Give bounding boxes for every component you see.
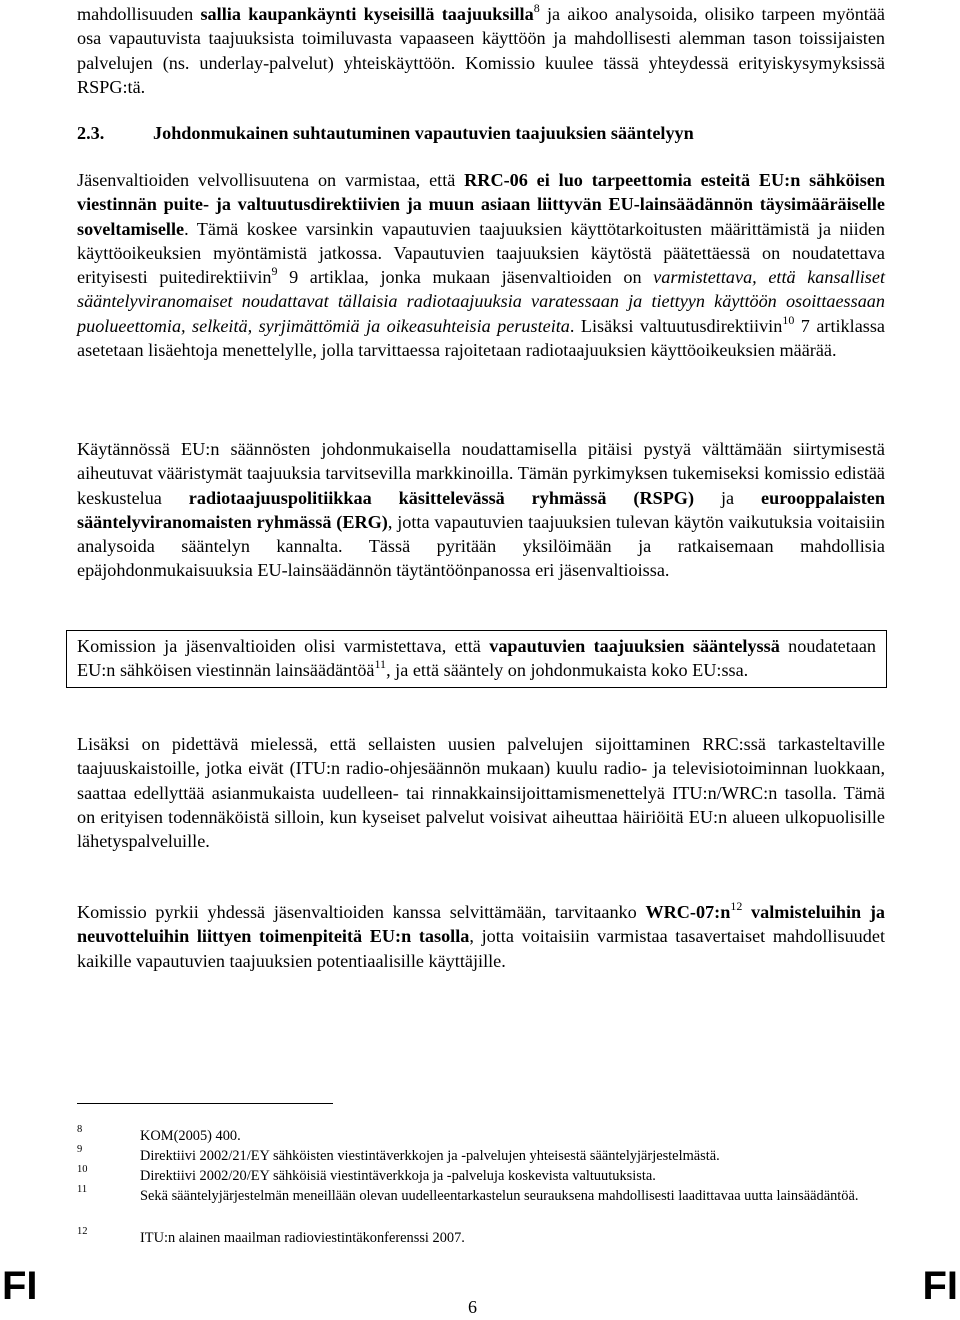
footnote-number: 10 (77, 1164, 88, 1175)
section-number: 2.3. (77, 123, 105, 143)
text-run: 9 artiklaa, jonka mukaan jäsenvaltioiden on (277, 267, 654, 288)
bold-text: radiotaajuuspolitiikkaa käsittelevässä ryhmässä (RSPG) (188, 487, 695, 508)
footnote-9 (77, 1146, 885, 1166)
footnote-separator (77, 1103, 333, 1104)
footnote-8 (77, 1126, 885, 1146)
text-run: , jotta vapautuvien taajuuksien tulevan käytön vaikutuksia voitaisiin analysoida sääntelyn kannalta. Tässä pyritään yksilöimään ja ratkaisemaan mahdollisia epäjohdonmukaisuuksia EU-lainsäädännön täytäntöönpanossa eri jäsenvaltioissa. (77, 511, 886, 581)
text-run: , jotta voitaisiin varmistaa tasavertaiset mahdollisuudet kaikille vapautuvien taajuuksien potentiaalisille käyttäjille. (77, 926, 885, 971)
footnote-11 (77, 1186, 885, 1206)
footnote-number: 8 (77, 1124, 83, 1135)
footnote-text: KOM(2005) 400. (140, 1128, 241, 1144)
bold-text: valmisteluihin ja neuvotteluihin liittyen toimenpiteitä EU:n tasolla (77, 902, 885, 947)
language-code-right: FI (922, 1264, 958, 1308)
quoted-text: varmistettava, että kansalliset sääntelyviranomaiset noudattavat tällaisia radiotaajuuksia varatessaan ja tiettyyn käyttöön osoittaessaan puolueettomia, selkeitä, syrjimättömiä ja oikeasuhteisia perusteita (77, 267, 886, 336)
footnote-number: 12 (77, 1226, 88, 1237)
footnote-text: Direktiivi 2002/20/EY sähköisiä viestintäverkkoja ja -palveluja koskevista valtuutuksista. (140, 1168, 656, 1184)
bold-text: vapautuvien taajuuksien sääntelyssä (489, 636, 780, 656)
text-run: noudatetaan EU:n sähköisen viestinnän lainsäädäntöä (77, 636, 877, 681)
footnote-text: Direktiivi 2002/21/EY sähköisten viestintäverkkojen ja -palvelujen yhteisestä sääntelyjärjestelmästä. (140, 1148, 720, 1164)
text-run: , ja että sääntely on johdonmukaista koko EU:ssa. (386, 660, 749, 681)
language-code-left: FI (2, 1264, 38, 1308)
footnote-ref-10[interactable]: 10 (782, 312, 795, 327)
text-run: Komissio pyrkii yhdessä jäsenvaltioiden kanssa selvittämään, tarvitaanko (77, 902, 646, 922)
bold-text: RRC-06 ei luo tarpeettomia esteitä EU:n sähköisen viestinnän puite- ja valtuutusdirektiivien ja muun asiaan liittyvän EU-lainsäädännön täysimääräiselle soveltamiselle (77, 170, 885, 239)
footnote-12 (77, 1228, 885, 1248)
footnote-number: 11 (77, 1184, 88, 1195)
text-run: Jäsenvaltioiden velvollisuutena on varmistaa, että (77, 170, 465, 190)
footnote-ref-8[interactable]: 8 (533, 0, 540, 15)
text-run: mahdollisuuden (77, 4, 201, 24)
text-run: . Tämä koskee varsinkin vapautuvien taajuuksien käyttötarkoitusten määrittämistä ja niiden käyttöoikeuksien myöntämistä jatkossa. Vapautuvien taajuuksien käytöstä päätettäessä on noudatettava erityisesti puitedirektiivin (77, 218, 885, 288)
bold-text: eurooppalaisten sääntelyviranomaisten ryhmässä (ERG) (77, 487, 885, 532)
highlight-box (66, 630, 887, 688)
text-run: ja aikoo analysoida, olisiko tarpeen myöntää osa vapautuvista taajuuksista toimiluvasta vapaaseen käyttöön ja mahdollisesti alemman tason toissijaisten palvelujen (ns. underlay-palvelut) yhteiskäyttöön. Komissio kuulee tässä yhteydessä erityiskysymyksissä RSPG:tä. (77, 4, 885, 97)
footnote-text: Sekä sääntelyjärjestelmän meneillään olevan uudelleentarkastelun seurauksena mahdollisesti laadittavaa uutta lainsäädäntöä. (140, 1188, 859, 1204)
section-title: Johdonmukainen suhtautuminen vapautuvien taajuuksien sääntelyyn (153, 123, 694, 143)
footnote-number: 9 (77, 1144, 83, 1155)
paragraph-5 (77, 900, 885, 973)
footnote-10 (77, 1166, 885, 1186)
text-run: ja (694, 487, 762, 508)
text-run: . Lisäksi valtuutusdirektiivin (569, 315, 783, 336)
paragraph-4: Lisäksi on pidettävä mielessä, että sellaisten uusien palvelujen sijoittaminen RRC:ssä tarkasteltaville taajuuskaistoille, jotka eivät (ITU:n radio-ohjesäännön mukaan) kuulu radio- ja televisiotoiminnan luokkaan, saattaa edellyttää asianmukaista uudelleen- tai rinnakkainsijoittamismenettelyä ITU:n/WRC:n tasolla. Tämä on erityisen todennäköistä silloin, kun kyseiset palvelut voisivat aiheuttaa häiriöitä EU:n alueen ulkopuolisille lähetyspalveluille. (77, 734, 885, 852)
section-heading (77, 121, 694, 145)
text-run: 7 artiklassa asetetaan lisäehtoja menettelylle, jolla tarvittaessa rajoitetaan radiotaajuuksien käyttöoikeuksien määrää. (77, 315, 886, 361)
text-run: Komission ja jäsenvaltioiden olisi varmistettava, että (77, 636, 490, 656)
footnote-ref-11[interactable]: 11 (374, 657, 387, 672)
page-number: 6 (468, 1297, 477, 1317)
paragraph-1 (77, 2, 885, 99)
bold-text: WRC-07:n (645, 902, 731, 922)
bold-text: sallia kaupankäynti kyseisillä taajuuksilla (200, 4, 534, 24)
paragraph-2 (77, 168, 885, 362)
footnote-ref-12[interactable]: 12 (730, 898, 743, 913)
footnote-text: ITU:n alainen maailman radioviestintäkonferenssi 2007. (140, 1230, 465, 1246)
footnote-ref-9[interactable]: 9 (271, 264, 278, 279)
paragraph-3 (77, 437, 885, 583)
text-run: Käytännössä EU:n säännösten johdonmukaisella noudattamisella pitäisi pystyä välttämään siirtymisestä aiheutuvat vääristymät taajuuksia tarvitsevilla markkinoilla. Tämän pyrkimyksen tukemiseksi komissio edistää keskustelua (77, 439, 885, 508)
